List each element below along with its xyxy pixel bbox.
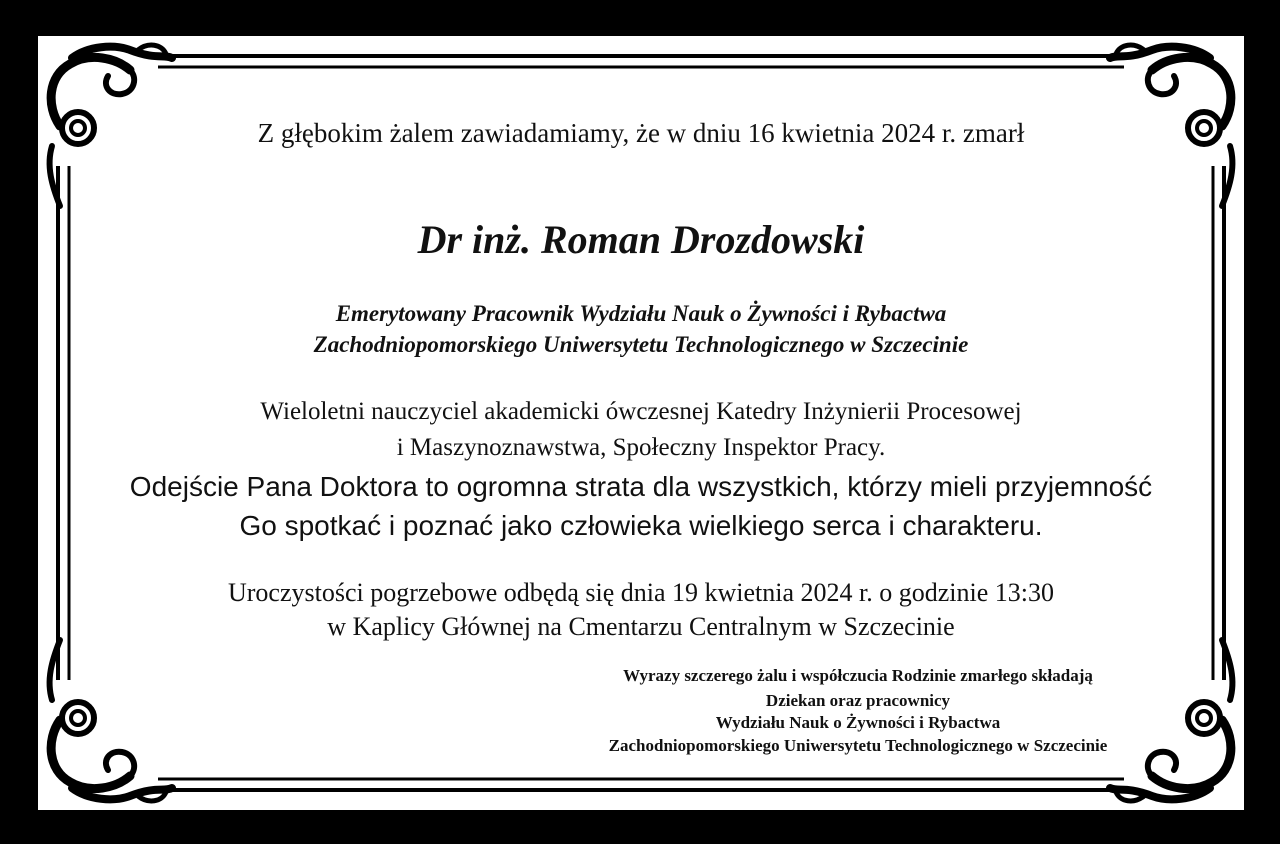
description-line-1: Wieloletni nauczyciel akademicki ówczesnej Katedry Inżynierii Procesowej	[260, 398, 1022, 425]
obituary-card	[38, 36, 1244, 810]
funeral-info-line-1: Uroczystości pogrzebowe odbędą się dnia 19 kwietnia 2024 r. o godzinie 13:30	[227, 578, 1055, 607]
funeral-info-line-2: w Kaplicy Głównej na Cmentarzu Centralnym w Szczecinie	[327, 612, 955, 641]
role-line-2: Zachodniopomorskiego Uniwersytetu Technologicznego w Szczecinie	[313, 332, 969, 357]
tribute-line-1: Odejście Pana Doktora to ogromna strata dla wszystkich, którzy mieli przyjemność	[129, 471, 1153, 502]
description-line-2: i Maszynoznawstwa, Społeczny Inspektor Pracy.	[396, 434, 886, 461]
tribute-line-2: Go spotkać i poznać jako człowieka wielkiego serca i charakteru.	[239, 510, 1043, 541]
deceased-name: Dr inż. Roman Drozdowski	[417, 217, 865, 262]
signature-line-2: Dziekan oraz pracownicy	[765, 691, 951, 710]
intro-text: Z głębokim żalem zawiadamiamy, że w dniu 16 kwietnia 2024 r. zmarł	[257, 118, 1025, 148]
signature-line-1: Wyrazy szczerego żalu i współczucia Rodzinie zmarłego składają	[623, 666, 1093, 685]
role-line-1: Emerytowany Pracownik Wydziału Nauk o Żywności i Rybactwa	[335, 301, 947, 326]
signature-line-3: Wydziału Nauk o Żywności i Rybactwa	[715, 713, 1001, 732]
signature-line-4: Zachodniopomorskiego Uniwersytetu Technologicznego w Szczecinie	[608, 736, 1108, 755]
